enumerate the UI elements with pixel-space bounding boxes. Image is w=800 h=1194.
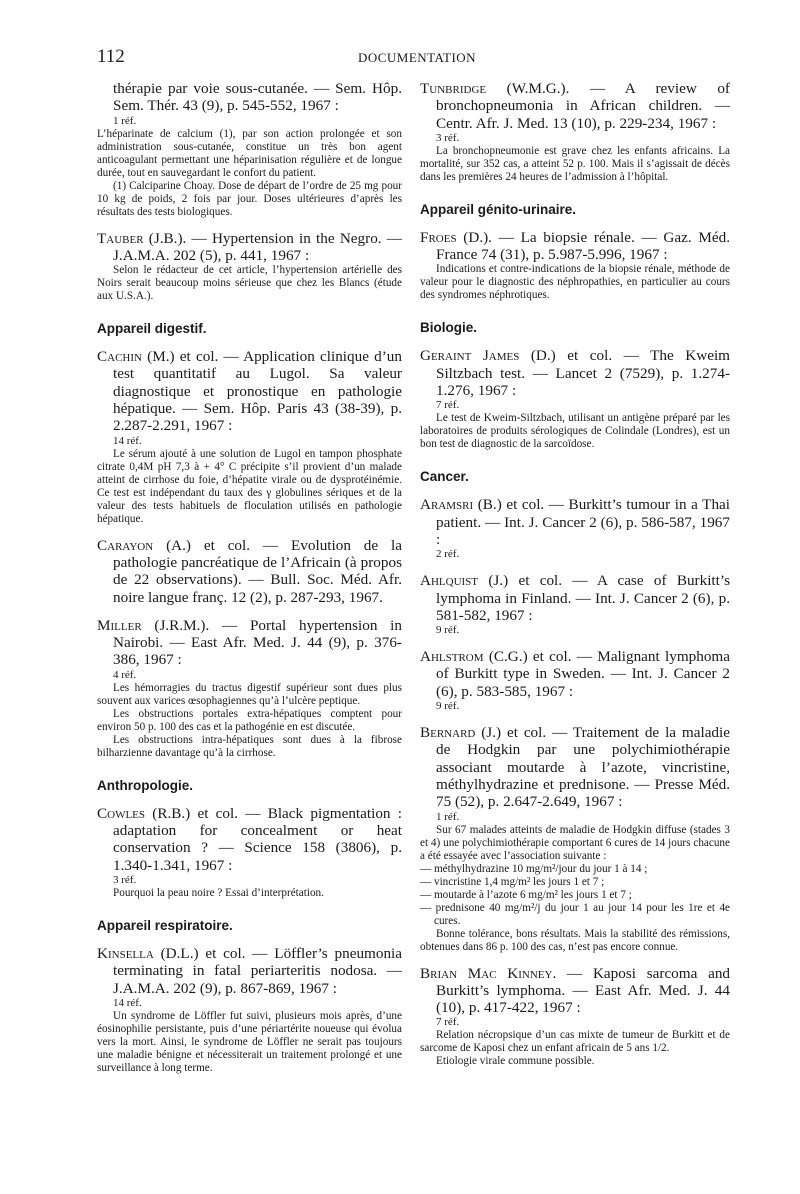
- abstract-paragraph: Les obstructions intra-hépatiques sont dues à la fibrose bilharzienne davantage qu’à la cirrhose.: [97, 733, 402, 759]
- citation-text: (J.) et col. — A case of Burkitt’s lymphoma in Finland. — Int. J. Cancer 2 (6), p. 581-582, 1967 :: [436, 572, 730, 624]
- section-heading: Appareil digestif.: [97, 321, 207, 337]
- dosage-list-item: — méthylhydrazine 10 mg/m²/jour du jour 1 à 14 ;: [420, 862, 648, 875]
- left-column: [97, 80, 402, 1086]
- citation-text: (J.) et col. — Traitement de la maladie de Hodgkin par une polychimiothérapie associant moutarde à l’azote, vincristine, méthylhydrazine et prednisone. — Presse Méd. 75 (52), p. 2.647-2.649, 1967 :: [436, 724, 730, 811]
- entry-kinsella: [97, 945, 402, 1075]
- entry-ahlquist: [420, 572, 730, 637]
- citation-text: (W.M.G.). — A review of bronchopneumonia in African children. — Centr. Afr. J. Med. 13 (10), p. 229-234, 1967 :: [436, 80, 730, 132]
- abstract-paragraph: L’héparinate de calcium (1), par son action prolongée et son administration sous-cutanée, constitue un très bon agent anticoagulant permettant une héparinisation régulière et de longue durée, tout en sauvegardant le confort du patient.: [97, 127, 402, 179]
- abstract-paragraph: Le sérum ajouté à une solution de Lugol en tampon phosphate citrate 0,4M pH 7,3 à + 4° C précipite s’il provient d’un malade atteint de cirrhose du foie, d’hépatite virale ou de dysprotéinémie. Ce test est indépendant du taux des γ globulines sériques et de la valeur des tests habituels de floculation utilisés en pathologie hépatique.: [97, 447, 402, 525]
- entry-tunbridge: [420, 80, 730, 184]
- abstract-paragraph: Un syndrome de Löffler fut suivi, plusieurs mois après, d’une éosinophilie persistante, puis d’une périartérite noueuse qui évolua vers la mort. Ainsi, le syndrome de Löffler ne serait pas toujours une maladie bénigne et nécessiterait un traitement prolongé et une surveillance à long terme.: [97, 1009, 402, 1074]
- author-name: Tunbridge: [420, 80, 487, 97]
- reference-count: 2 réf.: [436, 548, 460, 561]
- abstract-paragraph: Bonne tolérance, bons résultats. Mais la stabilité des rémissions, obtenues dans 86 p. 100 des cas, n’est pas encore connue.: [420, 927, 730, 953]
- abstract-paragraph: Les hémorragies du tractus digestif supérieur sont dues plus souvent aux varices œsophagiennes qu’à l’ulcère peptique.: [97, 681, 402, 707]
- citation: [420, 80, 730, 132]
- entry-carayon: [97, 537, 402, 606]
- citation: [97, 617, 402, 669]
- abstract-paragraph: Pourquoi la peau noire ? Essai d’interprétation.: [113, 886, 324, 899]
- citation: [420, 648, 730, 700]
- entry-miller: [97, 617, 402, 760]
- author-name: Kinsella: [97, 944, 154, 962]
- citation-text: (A.) et col. — Evolution de la pathologie pancréatique de l’Africain (à propos de 22 observations). — Bull. Soc. Méd. Afr. noire langue franç. 12 (2), p. 287-293, 1967.: [113, 536, 402, 606]
- reference-count: 7 réf.: [436, 1016, 460, 1029]
- page-header: [97, 46, 737, 72]
- entry-geraint-james: [420, 347, 730, 451]
- reference-count: 9 réf.: [436, 624, 460, 637]
- citation: [97, 348, 402, 434]
- citation: [420, 965, 730, 1017]
- reference-count: 1 réf.: [436, 810, 460, 823]
- citation: [420, 724, 730, 810]
- reference-count: 14 réf.: [113, 434, 142, 447]
- entry-tauber: [97, 230, 402, 304]
- reference-count: 14 réf.: [113, 996, 142, 1009]
- entry-brian-mac-kinney: [420, 965, 730, 1069]
- citation: [420, 229, 730, 264]
- citation: [420, 347, 730, 399]
- author-name: Froes: [420, 228, 457, 246]
- author-name: Miller: [97, 616, 142, 634]
- citation-text: (D.). — La biopsie rénale. — Gaz. Méd. France 74 (31), p. 5.987-5.996, 1967 :: [436, 228, 730, 264]
- citation: [97, 230, 402, 265]
- author-name: Cachin: [97, 348, 142, 366]
- citation-text: (C.G.) et col. — Malignant lymphoma of Burkitt type in Sweden. — Int. J. Cancer 2 (6), p. 583-585, 1967 :: [436, 648, 730, 700]
- citation-text: . — Kaposi sarcoma and Burkitt’s lymphoma. — East Afr. Med. J. 44 (10), p. 417-422, 1967 :: [436, 964, 731, 1017]
- abstract-paragraph: Indications et contre-indications de la biopsie rénale, méthode de valeur pour le diagnostic des néphropathies, en particulier au cours des syndromes néphrotiques.: [420, 263, 730, 302]
- entry-cachin: [97, 348, 402, 525]
- entry-cowles: [97, 805, 402, 900]
- citation-text: (D.) et col. — The Kweim Siltzbach test. — Lancet 2 (7529), p. 1.274-1.276, 1967 :: [436, 347, 730, 400]
- abstract-paragraph: Le test de Kweim-Siltzbach, utilisant un antigène préparé par les laboratoires de produits sérologiques de Colindale (Londres), est un bon test de diagnostic de la sarcoïdose.: [420, 412, 730, 451]
- right-column: [420, 80, 730, 1079]
- author-name: Tauber: [97, 229, 144, 247]
- author-name: Ahlstrom: [420, 648, 484, 666]
- page-number: 112: [97, 46, 125, 67]
- reference-count: 7 réf.: [436, 399, 460, 412]
- citation-text: (J.R.M.). — Portal hypertension in Nairobi. — East Afr. Med. J. 44 (9), p. 376-386, 1967 :: [113, 616, 402, 669]
- reference-count: 9 réf.: [436, 700, 460, 713]
- dosage-list-item: — moutarde à l’azote 6 mg/m² les jours 1 et 7 ;: [420, 888, 632, 901]
- citation-text: (B.) et col. — Burkitt’s tumour in a Thai patient. — Int. J. Cancer 2 (6), p. 586-587, 1967 :: [436, 496, 730, 548]
- citation: [97, 805, 402, 874]
- reference-count: 3 réf.: [436, 131, 460, 144]
- section-heading: Cancer.: [420, 469, 469, 485]
- abstract-paragraph: Relation nécropsique d’un cas mixte de tumeur de Burkitt et de sarcome de Kaposi chez un enfant africain de 5 ans 1/2.: [420, 1029, 730, 1055]
- reference-count: 3 réf.: [113, 873, 137, 886]
- section-heading: Anthropologie.: [97, 777, 193, 793]
- abstract-paragraph: La bronchopneumonie est grave chez les enfants africains. La mortalité, sur 352 cas, a atteint 52 p. 100. Mais il s’agissait de décès dans les premières 24 heures de l’admission à l’hôpital.: [420, 144, 730, 183]
- dosage-list-item: — vincristine 1,4 mg/m² les jours 1 et 7 ;: [420, 875, 605, 888]
- reference-count: 1 réf.: [113, 114, 137, 127]
- author-name: Ahlquist: [420, 572, 479, 590]
- entry-ahlstrom: [420, 648, 730, 713]
- citation: [97, 945, 402, 997]
- section-heading: Appareil respiratoire.: [97, 917, 233, 933]
- section-heading: Appareil génito-urinaire.: [420, 201, 577, 217]
- author-name: Bernard: [420, 724, 476, 742]
- dosage-list-item: — prednisone 40 mg/m²/j du jour 1 au jour 14 pour les 1re et 4e cures.: [420, 901, 730, 927]
- citation: [420, 496, 730, 548]
- entry-bernard: [420, 724, 730, 953]
- author-name: Brian Mac Kinney: [420, 964, 553, 982]
- citation-text: (J.B.). — Hypertension in the Negro. — J.A.M.A. 202 (5), p. 441, 1967 :: [113, 229, 402, 264]
- citation-text: (R.B.) et col. — Black pigmentation : adaptation for concealment or heat conservation ? — Science 158 (3806), p. 1.340-1.341, 1967 :: [113, 804, 402, 874]
- abstract-paragraph: Sur 67 malades atteints de maladie de Hodgkin diffuse (stades 3 et 4) une polychimiothérapie comportant 6 cures de 14 jours chacune a été essayée avec l’association suivante :: [420, 823, 730, 862]
- entry-continued: [97, 80, 402, 219]
- entry-aramsri: [420, 496, 730, 561]
- running-title: DOCUMENTATION: [357, 50, 477, 65]
- author-name: Cowles: [97, 804, 146, 822]
- author-name: Geraint James: [420, 347, 520, 365]
- section-heading: Biologie.: [420, 320, 477, 336]
- abstract-paragraph: Les obstructions portales extra-hépatiques comptent pour environ 50 p. 100 des cas et la pathogénie en est discutée.: [97, 707, 402, 733]
- reference-count: 4 réf.: [113, 668, 137, 681]
- citation-text: (D.L.) et col. — Löffler’s pneumonia terminating in fatal periarteritis nodosa. — J.A.M.A. 202 (9), p. 867-869, 1967 :: [113, 944, 402, 997]
- citation-text: (M.) et col. — Application clinique d’un test quantitatif au Lugol. Sa valeur diagnostique et pronostique en pathologie hépatique. — Sem. Hôp. Paris 43 (38-39), p. 2.287-2.291, 1967 :: [113, 348, 402, 435]
- entry-froes: [420, 229, 730, 303]
- author-name: Carayon: [97, 536, 154, 554]
- citation-continued: thérapie par voie sous-cutanée. — Sem. Hôp. Sem. Thér. 43 (9), p. 545-552, 1967 :: [113, 80, 402, 115]
- abstract-paragraph: Selon le rédacteur de cet article, l’hypertension artérielle des Noirs serait beaucoup moins sérieuse que chez les Blancs (étude aux U.S.A.).: [97, 264, 402, 303]
- author-name: Aramsri: [420, 496, 474, 514]
- citation: [97, 537, 402, 606]
- abstract-paragraph: Etiologie virale commune possible.: [436, 1055, 595, 1068]
- citation: [420, 572, 730, 624]
- abstract-footnote: (1) Calciparine Choay. Dose de départ de l’ordre de 25 mg pour 10 kg de poids, 2 fois par jour. Doses ultérieures d’après les résultats des tests biologiques.: [97, 179, 402, 218]
